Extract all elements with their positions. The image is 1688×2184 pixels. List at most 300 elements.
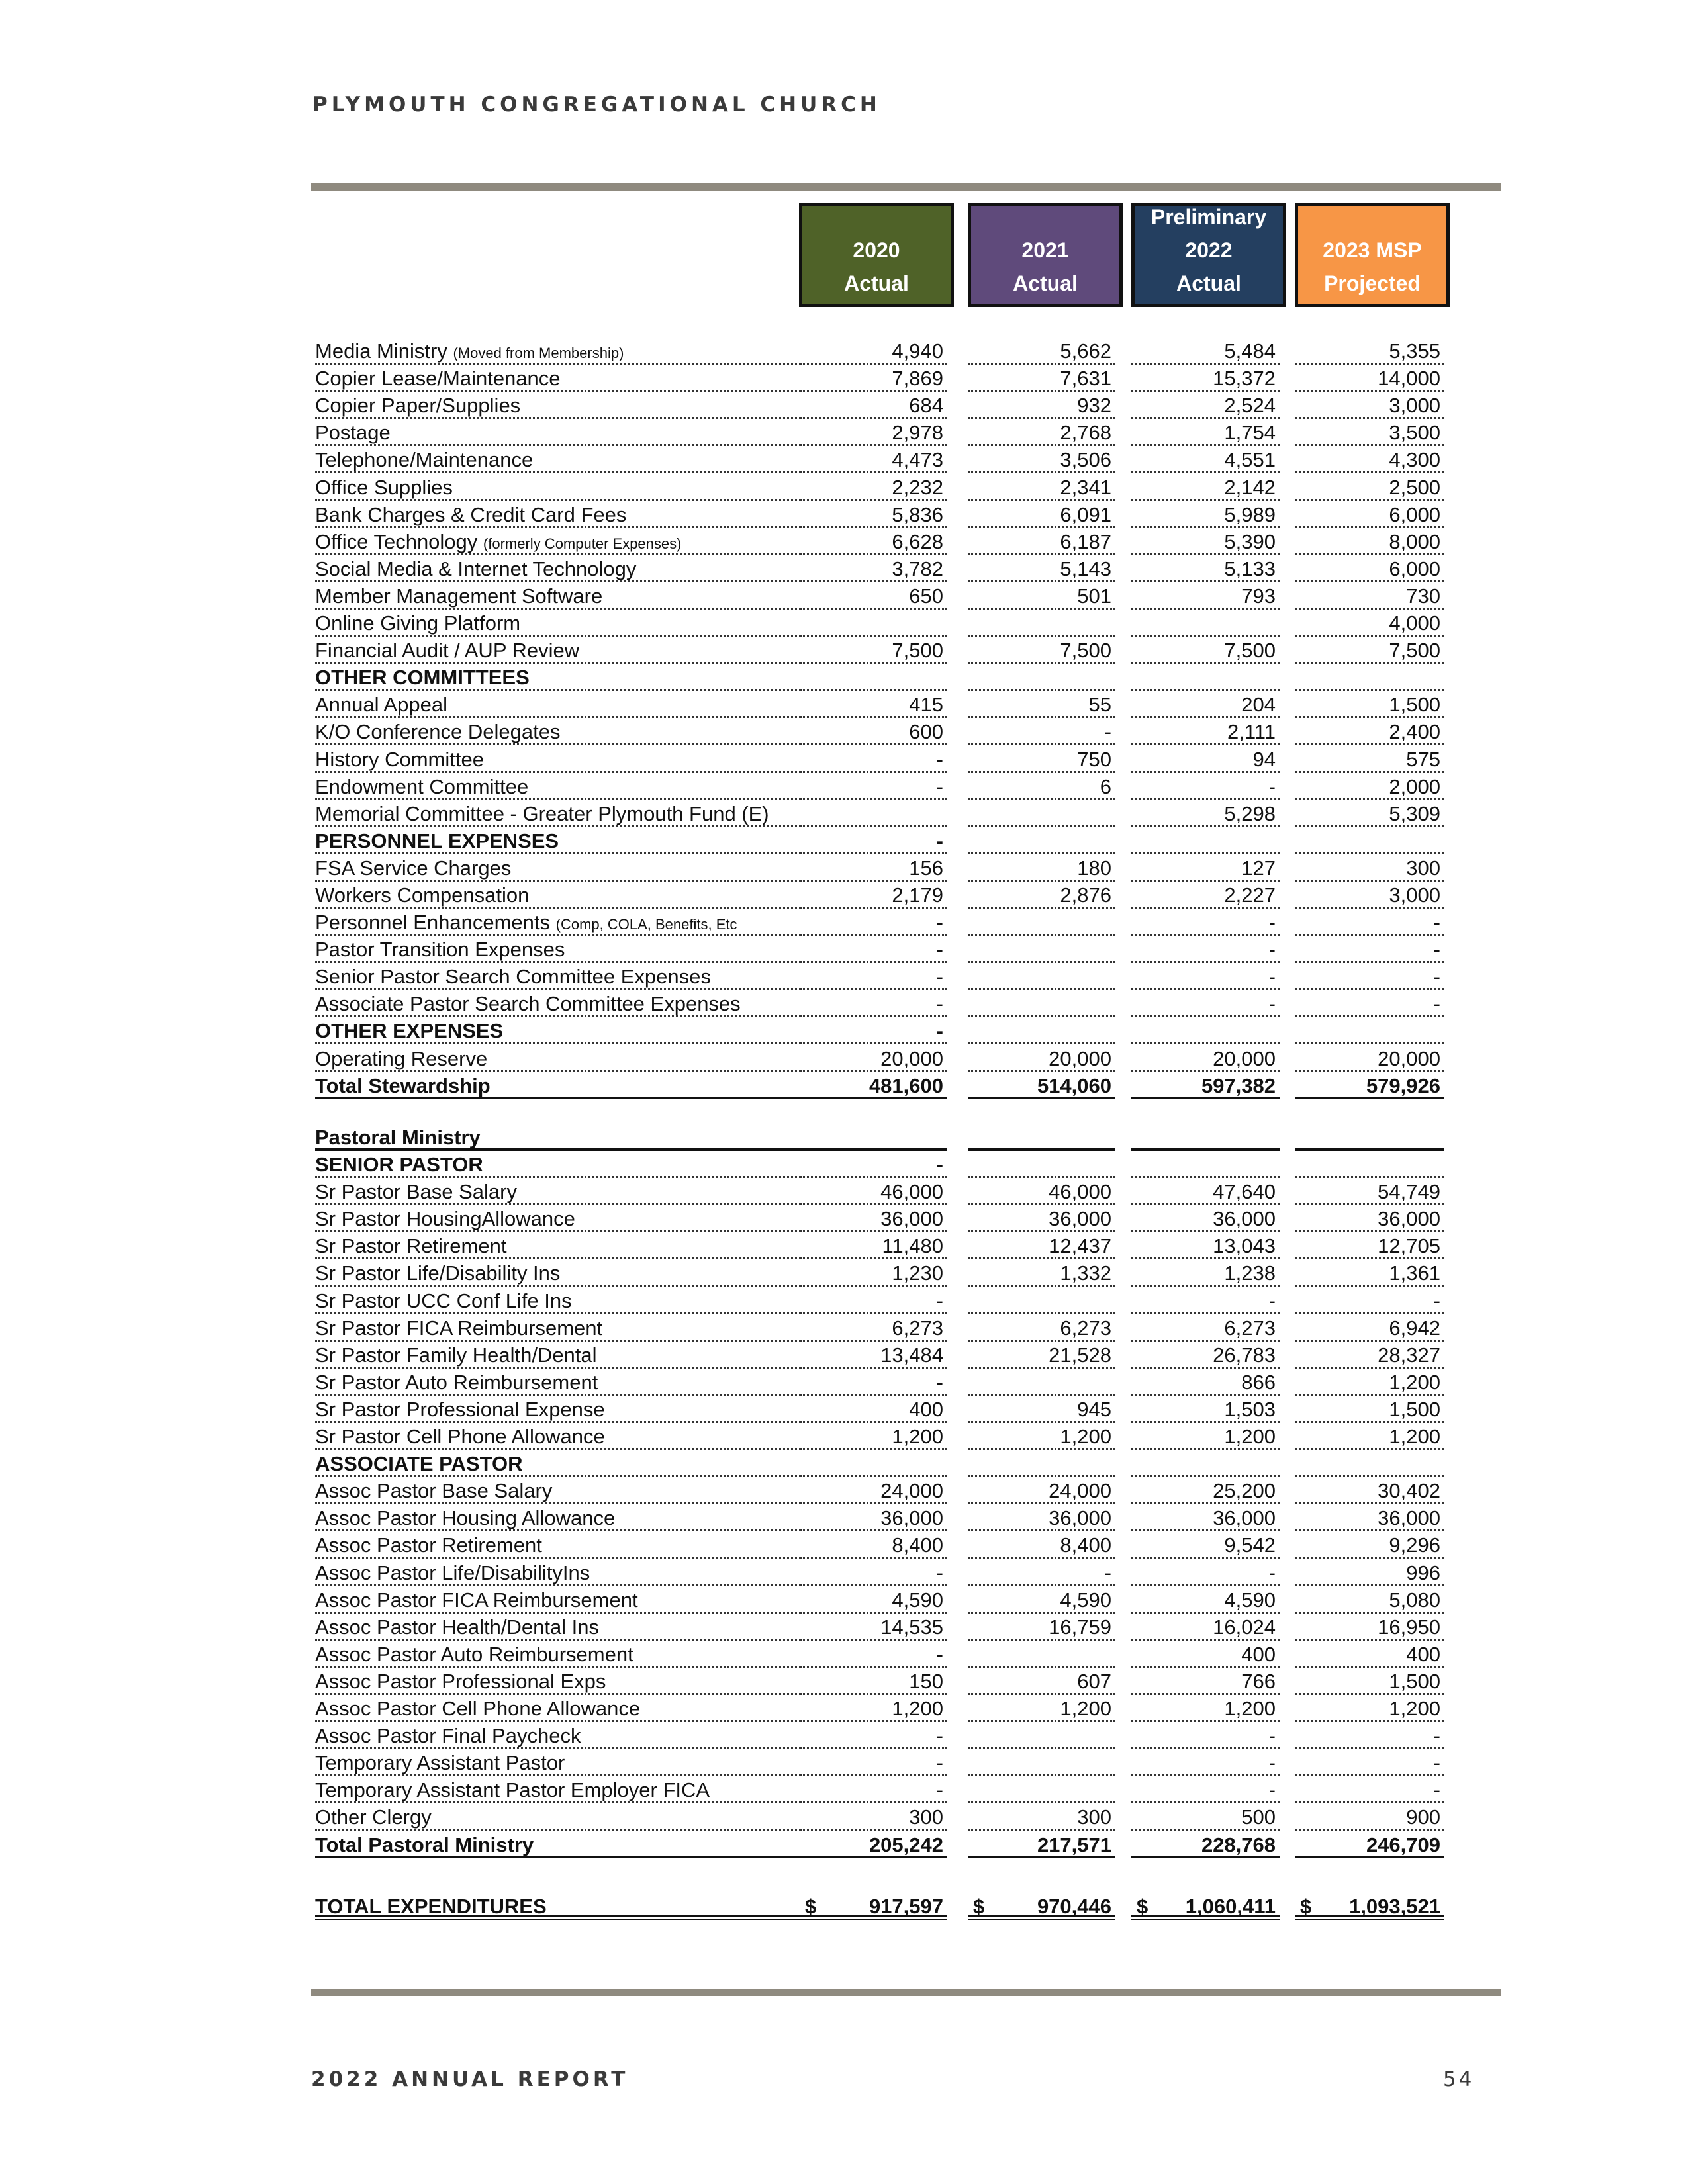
value-cell (800, 800, 947, 827)
value-cell: 4,300 (1295, 446, 1444, 473)
value-cell: - (1131, 1749, 1280, 1776)
value-cell: 13,484 (800, 1342, 947, 1369)
value-cell (968, 1151, 1115, 1178)
row-label-text: Pastor Transition Expenses (315, 938, 565, 961)
church-name-header: PLYMOUTH CONGREGATIONAL CHURCH (312, 93, 881, 116)
value-cell: 5,390 (1131, 528, 1280, 555)
value-cell: - (1295, 1749, 1444, 1776)
table-row (0, 501, 1688, 528)
row-label (315, 963, 805, 990)
value-cell: 730 (1295, 582, 1444, 610)
value-cell: 2,978 (800, 419, 947, 446)
value-cell: 14,000 (1295, 365, 1444, 392)
value-cell (1131, 1151, 1280, 1178)
value-cell: 30,402 (1295, 1477, 1444, 1504)
row-label-text: Assoc Pastor Housing Allowance (315, 1506, 616, 1529)
table-row (0, 936, 1688, 963)
table-header-row (0, 827, 1688, 854)
row-label-text: FSA Service Charges (315, 856, 512, 880)
row-label-text: Total Pastoral Ministry (315, 1833, 534, 1856)
row-label-text: Pastoral Ministry (315, 1126, 481, 1149)
value-cell: 6,187 (968, 528, 1115, 555)
table-row (0, 1205, 1688, 1232)
value-cell: - (800, 963, 947, 990)
row-label (315, 582, 805, 610)
row-label-text: Sr Pastor UCC Conf Life Ins (315, 1289, 572, 1312)
value-cell: 5,133 (1131, 555, 1280, 582)
row-label-text: Postage (315, 421, 391, 444)
value-cell: 127 (1131, 854, 1280, 882)
value-cell: 5,662 (968, 338, 1115, 365)
value-cell: 16,024 (1131, 1614, 1280, 1641)
value-cell: - (800, 773, 947, 800)
value-cell: 217,571 (968, 1831, 1115, 1858)
row-label (315, 528, 805, 555)
row-label (315, 1423, 805, 1450)
table-row (0, 1369, 1688, 1396)
row-label-text: Online Giving Platform (315, 612, 521, 635)
value-cell (968, 1369, 1115, 1396)
value-cell: 1,200 (1295, 1369, 1444, 1396)
value-cell: 2,876 (968, 882, 1115, 909)
value-cell (968, 827, 1115, 854)
row-label (315, 501, 805, 528)
value-cell: - (800, 1749, 947, 1776)
report-title-footer: 2022 ANNUAL REPORT (311, 2068, 629, 2091)
row-label (315, 1477, 805, 1504)
value-cell (968, 610, 1115, 637)
row-label (315, 1314, 805, 1342)
value-cell: 6 (968, 773, 1115, 800)
value-cell: 1,754 (1131, 419, 1280, 446)
value-cell: 415 (800, 691, 947, 718)
value-cell: 94 (1131, 746, 1280, 773)
value-cell (968, 1722, 1115, 1749)
table-row (0, 1045, 1688, 1072)
currency-symbol: $ (805, 1895, 817, 1918)
row-label-text: Copier Paper/Supplies (315, 394, 521, 417)
total-value-cell (968, 1893, 1115, 1920)
row-label (315, 1722, 805, 1749)
row-label (315, 936, 805, 963)
row-label (315, 1342, 805, 1369)
table-row (0, 1477, 1688, 1504)
row-label (315, 392, 805, 419)
column-header-text: 2021 (1021, 238, 1069, 262)
value-cell: - (1131, 773, 1280, 800)
row-label-text: OTHER COMMITTEES (315, 666, 530, 689)
table-header-row (0, 1017, 1688, 1044)
value-cell: 600 (800, 718, 947, 745)
value-cell: - (800, 1287, 947, 1314)
value-cell: 5,355 (1295, 338, 1444, 365)
value-cell: - (800, 1151, 947, 1178)
row-label (315, 1641, 805, 1668)
row-label-text: Personnel Enhancements (315, 911, 551, 934)
value-cell: 54,749 (1295, 1178, 1444, 1205)
value-cell (968, 909, 1115, 936)
row-label: TOTAL EXPENDITURES (315, 1893, 805, 1920)
row-label-text: Memorial Committee - Greater Plymouth Fund (E) (315, 802, 769, 825)
row-label (315, 1232, 805, 1259)
table-header-row (0, 1450, 1688, 1477)
table-row (0, 854, 1688, 882)
value-cell: 1,238 (1131, 1259, 1280, 1287)
table-row (0, 1232, 1688, 1259)
value-cell (968, 800, 1115, 827)
row-label (315, 773, 805, 800)
row-label (315, 1695, 805, 1722)
value-cell: 1,230 (800, 1259, 947, 1287)
value-cell (1295, 664, 1444, 691)
value-cell: - (800, 936, 947, 963)
row-label (315, 1369, 805, 1396)
value-cell (800, 664, 947, 691)
value-cell: 14,535 (800, 1614, 947, 1641)
value-cell: 26,783 (1131, 1342, 1280, 1369)
table-row (0, 1722, 1688, 1749)
table-row (0, 963, 1688, 990)
table-row (0, 1559, 1688, 1586)
top-divider-rule (311, 183, 1501, 191)
total-amount: 1,060,411 (1185, 1895, 1276, 1918)
table-row (0, 419, 1688, 446)
value-cell: 36,000 (1131, 1205, 1280, 1232)
value-cell (1131, 610, 1280, 637)
value-cell: 1,200 (1295, 1695, 1444, 1722)
row-label-note: (Moved from Membership) (453, 345, 624, 361)
value-cell: 20,000 (1131, 1045, 1280, 1072)
table-header-row (0, 664, 1688, 691)
value-cell: 1,200 (968, 1423, 1115, 1450)
row-label-text: PERSONNEL EXPENSES (315, 829, 559, 852)
column-header-text: 2022 (1185, 238, 1233, 262)
value-cell: 7,500 (968, 637, 1115, 664)
row-label (315, 1776, 805, 1803)
total-value-cell (800, 1893, 947, 1920)
table-row (0, 1396, 1688, 1423)
table-row (0, 990, 1688, 1017)
row-label (315, 882, 805, 909)
value-cell: 4,590 (1131, 1586, 1280, 1614)
row-label-note: (formerly Computer Expenses) (483, 535, 682, 552)
value-cell (968, 1124, 1115, 1151)
value-cell: 25,200 (1131, 1477, 1280, 1504)
bottom-divider-rule (311, 1989, 1501, 1996)
page-number: 54 (1443, 2068, 1475, 2091)
row-label-text: K/O Conference Delegates (315, 720, 561, 743)
table-row (0, 392, 1688, 419)
table-row (0, 1695, 1688, 1722)
value-cell: - (800, 1776, 947, 1803)
row-label (315, 1586, 805, 1614)
table-row (0, 555, 1688, 582)
row-label-text: Media Ministry (315, 340, 447, 363)
row-label-text: Workers Compensation (315, 884, 530, 907)
column-header-text: 2023 MSP (1323, 238, 1422, 262)
value-cell: 1,200 (800, 1423, 947, 1450)
row-label (315, 1124, 805, 1151)
total-value-cell (1131, 1893, 1280, 1920)
row-label (315, 1259, 805, 1287)
value-cell: 996 (1295, 1559, 1444, 1586)
row-label (315, 1803, 805, 1831)
currency-symbol: $ (973, 1895, 985, 1918)
value-cell: - (1295, 1776, 1444, 1803)
value-cell: 6,273 (800, 1314, 947, 1342)
value-cell: 2,142 (1131, 474, 1280, 501)
table-row (0, 474, 1688, 501)
row-label (315, 1396, 805, 1423)
row-label (315, 1614, 805, 1641)
value-cell: 1,200 (1131, 1423, 1280, 1450)
value-cell: 21,528 (968, 1342, 1115, 1369)
value-cell: 3,506 (968, 446, 1115, 473)
row-label-text: Sr Pastor Retirement (315, 1234, 507, 1257)
table-row (0, 1314, 1688, 1342)
value-cell: 5,836 (800, 501, 947, 528)
column-header-2 (1131, 203, 1286, 307)
value-cell: 300 (800, 1803, 947, 1831)
value-cell: 1,200 (1295, 1423, 1444, 1450)
value-cell: 4,590 (800, 1586, 947, 1614)
row-label (315, 909, 805, 936)
value-cell (1295, 827, 1444, 854)
value-cell: 8,000 (1295, 528, 1444, 555)
value-cell: 5,080 (1295, 1586, 1444, 1614)
value-cell: 8,400 (968, 1531, 1115, 1559)
row-label (315, 1559, 805, 1586)
column-header-0 (799, 203, 954, 307)
value-cell: 1,200 (968, 1695, 1115, 1722)
table-row (0, 773, 1688, 800)
row-label (315, 474, 805, 501)
row-label-text: Sr Pastor Life/Disability Ins (315, 1261, 561, 1285)
value-cell: - (800, 746, 947, 773)
value-cell: 3,782 (800, 555, 947, 582)
table-row (0, 1531, 1688, 1559)
row-label (315, 637, 805, 664)
total-amount: 917,597 (868, 1895, 943, 1918)
table-row (0, 1586, 1688, 1614)
row-label (315, 1831, 805, 1858)
row-label (315, 691, 805, 718)
row-label (315, 419, 805, 446)
value-cell (1295, 1017, 1444, 1044)
value-cell: 4,590 (968, 1586, 1115, 1614)
value-cell: 9,542 (1131, 1531, 1280, 1559)
table-row (0, 365, 1688, 392)
table-row (0, 610, 1688, 637)
value-cell: - (1295, 1722, 1444, 1749)
row-label-text: Assoc Pastor FICA Reimbursement (315, 1588, 638, 1612)
value-cell: 2,232 (800, 474, 947, 501)
value-cell: - (800, 1559, 947, 1586)
value-cell: 24,000 (800, 1477, 947, 1504)
value-cell: 7,500 (1295, 637, 1444, 664)
value-cell (968, 664, 1115, 691)
row-label-text: Temporary Assistant Pastor Employer FICA (315, 1778, 710, 1801)
value-cell: - (1131, 1559, 1280, 1586)
value-cell: 228,768 (1131, 1831, 1280, 1858)
value-cell: - (1295, 990, 1444, 1017)
value-cell: - (1131, 936, 1280, 963)
value-cell (968, 1776, 1115, 1803)
table-row (0, 338, 1688, 365)
row-label (315, 1504, 805, 1531)
table-total-row (0, 1072, 1688, 1099)
value-cell: 300 (1295, 854, 1444, 882)
value-cell: 597,382 (1131, 1072, 1280, 1099)
value-cell: - (800, 1641, 947, 1668)
value-cell: 28,327 (1295, 1342, 1444, 1369)
value-cell: 11,480 (800, 1232, 947, 1259)
table-row (0, 1423, 1688, 1450)
row-label-text: Assoc Pastor Base Salary (315, 1479, 553, 1502)
value-cell: 47,640 (1131, 1178, 1280, 1205)
value-cell: 7,500 (1131, 637, 1280, 664)
row-label-text: Sr Pastor HousingAllowance (315, 1207, 575, 1230)
table-row (0, 528, 1688, 555)
column-header-text: 2020 (853, 238, 900, 262)
row-label (315, 338, 805, 365)
value-cell: 1,500 (1295, 691, 1444, 718)
row-label-text: ASSOCIATE PASTOR (315, 1452, 523, 1475)
value-cell: 932 (968, 392, 1115, 419)
row-label (315, 746, 805, 773)
value-cell: 579,926 (1295, 1072, 1444, 1099)
row-label-note: (Comp, COLA, Benefits, Etc (555, 916, 737, 933)
column-header-text (802, 201, 951, 234)
value-cell: 15,372 (1131, 365, 1280, 392)
row-label-text: Sr Pastor Professional Expense (315, 1398, 605, 1421)
row-label-text: Assoc Pastor Professional Exps (315, 1670, 606, 1693)
value-cell: 481,600 (800, 1072, 947, 1099)
row-label-text: Other Clergy (315, 1805, 432, 1829)
table-row (0, 1614, 1688, 1641)
value-cell: 793 (1131, 582, 1280, 610)
value-cell (1131, 1124, 1280, 1151)
row-label (315, 990, 805, 1017)
value-cell: 46,000 (968, 1178, 1115, 1205)
value-cell: 6,000 (1295, 555, 1444, 582)
value-cell: 46,000 (800, 1178, 947, 1205)
value-cell: - (968, 718, 1115, 745)
value-cell: 2,179 (800, 882, 947, 909)
value-cell: - (800, 827, 947, 854)
value-cell (800, 610, 947, 637)
row-label (315, 827, 805, 854)
value-cell: 6,628 (800, 528, 947, 555)
table-row (0, 1641, 1688, 1668)
value-cell: 36,000 (800, 1205, 947, 1232)
row-label (315, 1151, 805, 1178)
value-cell: 24,000 (968, 1477, 1115, 1504)
column-header-text: Actual (1176, 271, 1241, 295)
value-cell: 246,709 (1295, 1831, 1444, 1858)
value-cell: 4,000 (1295, 610, 1444, 637)
value-cell (968, 1287, 1115, 1314)
value-cell: - (800, 990, 947, 1017)
value-cell: - (1295, 909, 1444, 936)
row-label-text: History Committee (315, 748, 484, 771)
column-header-text: Projected (1324, 271, 1421, 295)
value-cell: 55 (968, 691, 1115, 718)
row-label (315, 718, 805, 745)
value-cell: 16,950 (1295, 1614, 1444, 1641)
row-label (315, 1749, 805, 1776)
table-row (0, 1668, 1688, 1695)
row-label (315, 446, 805, 473)
value-cell: 607 (968, 1668, 1115, 1695)
value-cell: 6,091 (968, 501, 1115, 528)
value-cell: 7,500 (800, 637, 947, 664)
row-label (315, 1531, 805, 1559)
value-cell: 750 (968, 746, 1115, 773)
table-row (0, 909, 1688, 936)
value-cell: 4,940 (800, 338, 947, 365)
value-cell: 575 (1295, 746, 1444, 773)
value-cell: 400 (1295, 1641, 1444, 1668)
row-label-text: Assoc Pastor Retirement (315, 1533, 542, 1557)
column-header-text: Actual (844, 271, 909, 295)
row-label-text: Telephone/Maintenance (315, 448, 534, 471)
value-cell (968, 1641, 1115, 1668)
column-header-3 (1295, 203, 1450, 307)
row-label-text: Annual Appeal (315, 693, 447, 716)
value-cell: 1,500 (1295, 1396, 1444, 1423)
value-cell: 684 (800, 392, 947, 419)
value-cell: 7,869 (800, 365, 947, 392)
value-cell (1131, 827, 1280, 854)
row-label-text: Assoc Pastor Life/DisabilityIns (315, 1561, 590, 1584)
row-label-text: Assoc Pastor Final Paycheck (315, 1724, 581, 1747)
row-label (315, 664, 805, 691)
value-cell: 8,400 (800, 1531, 947, 1559)
value-cell: 204 (1131, 691, 1280, 718)
value-cell: 36,000 (800, 1504, 947, 1531)
value-cell (1131, 664, 1280, 691)
table-row (0, 1342, 1688, 1369)
value-cell: 2,768 (968, 419, 1115, 446)
row-label-text: Endowment Committee (315, 775, 529, 798)
value-cell (968, 1017, 1115, 1044)
value-cell (1295, 1151, 1444, 1178)
row-label (315, 1205, 805, 1232)
value-cell: 36,000 (1295, 1504, 1444, 1531)
value-cell: 13,043 (1131, 1232, 1280, 1259)
value-cell: 3,000 (1295, 882, 1444, 909)
value-cell: 1,503 (1131, 1396, 1280, 1423)
row-label (315, 365, 805, 392)
total-expenditures-row (0, 1893, 1688, 1920)
row-label-text: Assoc Pastor Health/Dental Ins (315, 1615, 600, 1639)
value-cell: - (1131, 963, 1280, 990)
table-row (0, 637, 1688, 664)
value-cell: 20,000 (800, 1045, 947, 1072)
value-cell: 20,000 (968, 1045, 1115, 1072)
table-row (0, 1259, 1688, 1287)
value-cell (1295, 1450, 1444, 1477)
value-cell: 205,242 (800, 1831, 947, 1858)
value-cell (800, 1124, 947, 1151)
table-row (0, 1504, 1688, 1531)
value-cell (800, 1450, 947, 1477)
value-cell: 4,473 (800, 446, 947, 473)
value-cell (1295, 1124, 1444, 1151)
value-cell: 945 (968, 1396, 1115, 1423)
value-cell: 6,000 (1295, 501, 1444, 528)
